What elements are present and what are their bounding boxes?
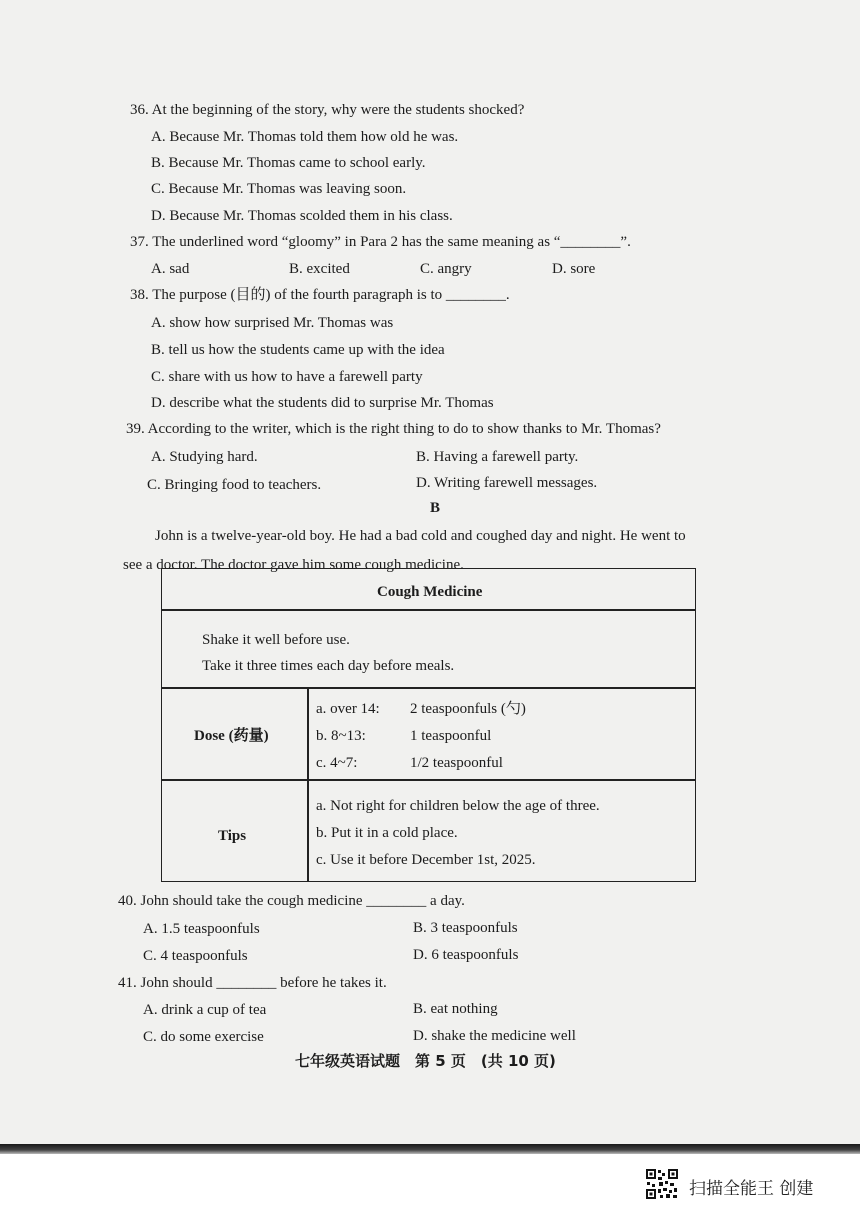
question-37-stem: 37. The underlined word “gloomy” in Para 2 has the same meaning as “________”. (130, 234, 631, 250)
question-38-option-d: D. describe what the students did to surprise Mr. Thomas (151, 395, 494, 411)
question-36-option-b: B. Because Mr. Thomas came to school early. (151, 155, 426, 171)
question-36-option-d: D. Because Mr. Thomas scolded them in his class. (151, 208, 453, 224)
table-divider (162, 687, 695, 689)
dose-amount-a: 2 teaspoonfuls (勺) (410, 701, 526, 717)
question-39-option-b: B. Having a farewell party. (416, 449, 579, 465)
question-41-option-d: D. shake the medicine well (413, 1028, 576, 1044)
scanner-watermark (645, 1166, 845, 1202)
tip-a: a. Not right for children below the age of three. (316, 798, 600, 814)
tip-b: b. Put it in a cold place. (316, 825, 458, 841)
question-41-option-a: A. drink a cup of tea (143, 1002, 267, 1018)
question-36-option-c: C. Because Mr. Thomas was leaving soon. (151, 181, 407, 197)
table-title: Cough Medicine (377, 584, 483, 600)
table-column-divider (307, 689, 309, 881)
scan-edge (0, 1144, 860, 1154)
question-38-stem: 38. The purpose (目的) of the fourth paragraph is to ________. (130, 287, 510, 303)
question-41-option-b: B. eat nothing (413, 1001, 498, 1017)
instruction-line-1: Shake it well before use. (202, 632, 350, 648)
cough-medicine-table (161, 568, 696, 882)
question-40-option-c: C. 4 teaspoonfuls (143, 948, 248, 964)
dose-amount-b: 1 teaspoonful (410, 728, 492, 744)
tip-c: c. Use it before December 1st, 2025. (316, 852, 536, 868)
tips-header: Tips (218, 828, 247, 844)
table-divider (162, 779, 695, 781)
qr-code-icon (645, 1168, 679, 1200)
section-b-paragraph-line-1: John is a twelve-year-old boy. He had a bad cold and coughed day and night. He went to (155, 528, 686, 544)
question-39-option-a: A. Studying hard. (151, 449, 258, 465)
dose-amount-c: 1/2 teaspoonful (410, 755, 503, 771)
question-36-stem: 36. At the beginning of the story, why were the students shocked? (130, 102, 525, 118)
question-37-option-d: D. sore (552, 261, 596, 277)
question-41-option-c: C. do some exercise (143, 1029, 264, 1045)
question-36-option-a: A. Because Mr. Thomas told them how old he was. (151, 129, 459, 145)
question-40-stem: 40. John should take the cough medicine ________ a day. (118, 893, 465, 909)
dose-age-b: b. 8~13: (316, 728, 366, 744)
section-b-label: B (430, 500, 441, 516)
question-40-option-b: B. 3 teaspoonfuls (413, 920, 518, 936)
question-37-option-b: B. excited (289, 261, 350, 277)
question-37-option-c: C. angry (420, 261, 472, 277)
question-39-option-c: C. Bringing food to teachers. (147, 477, 322, 493)
question-39-option-d: D. Writing farewell messages. (416, 475, 598, 491)
question-41-stem: 41. John should ________ before he takes it. (118, 975, 387, 991)
table-divider (162, 609, 695, 611)
dose-age-a: a. over 14: (316, 701, 380, 717)
question-40-option-d: D. 6 teaspoonfuls (413, 947, 519, 963)
question-39-stem: 39. According to the writer, which is the right thing to do to show thanks to Mr. Thomas? (126, 421, 661, 437)
page-footer: 七年级英语试题 第 5 页 (共 10 页) (295, 1052, 556, 1070)
question-37-option-a: A. sad (151, 261, 190, 277)
question-38-option-c: C. share with us how to have a farewell party (151, 369, 423, 385)
question-40-option-a: A. 1.5 teaspoonfuls (143, 921, 260, 937)
dose-age-c: c. 4~7: (316, 755, 358, 771)
question-38-option-b: B. tell us how the students came up with the idea (151, 342, 445, 358)
section-b-paragraph-line-2: see a doctor. The doctor gave him some cough medicine. (123, 557, 464, 573)
watermark-text: 扫描全能王 创建 (689, 1179, 814, 1199)
dose-header: Dose (药量) (194, 728, 269, 744)
instruction-line-2: Take it three times each day before meals. (202, 658, 455, 674)
question-38-option-a: A. show how surprised Mr. Thomas was (151, 315, 394, 331)
